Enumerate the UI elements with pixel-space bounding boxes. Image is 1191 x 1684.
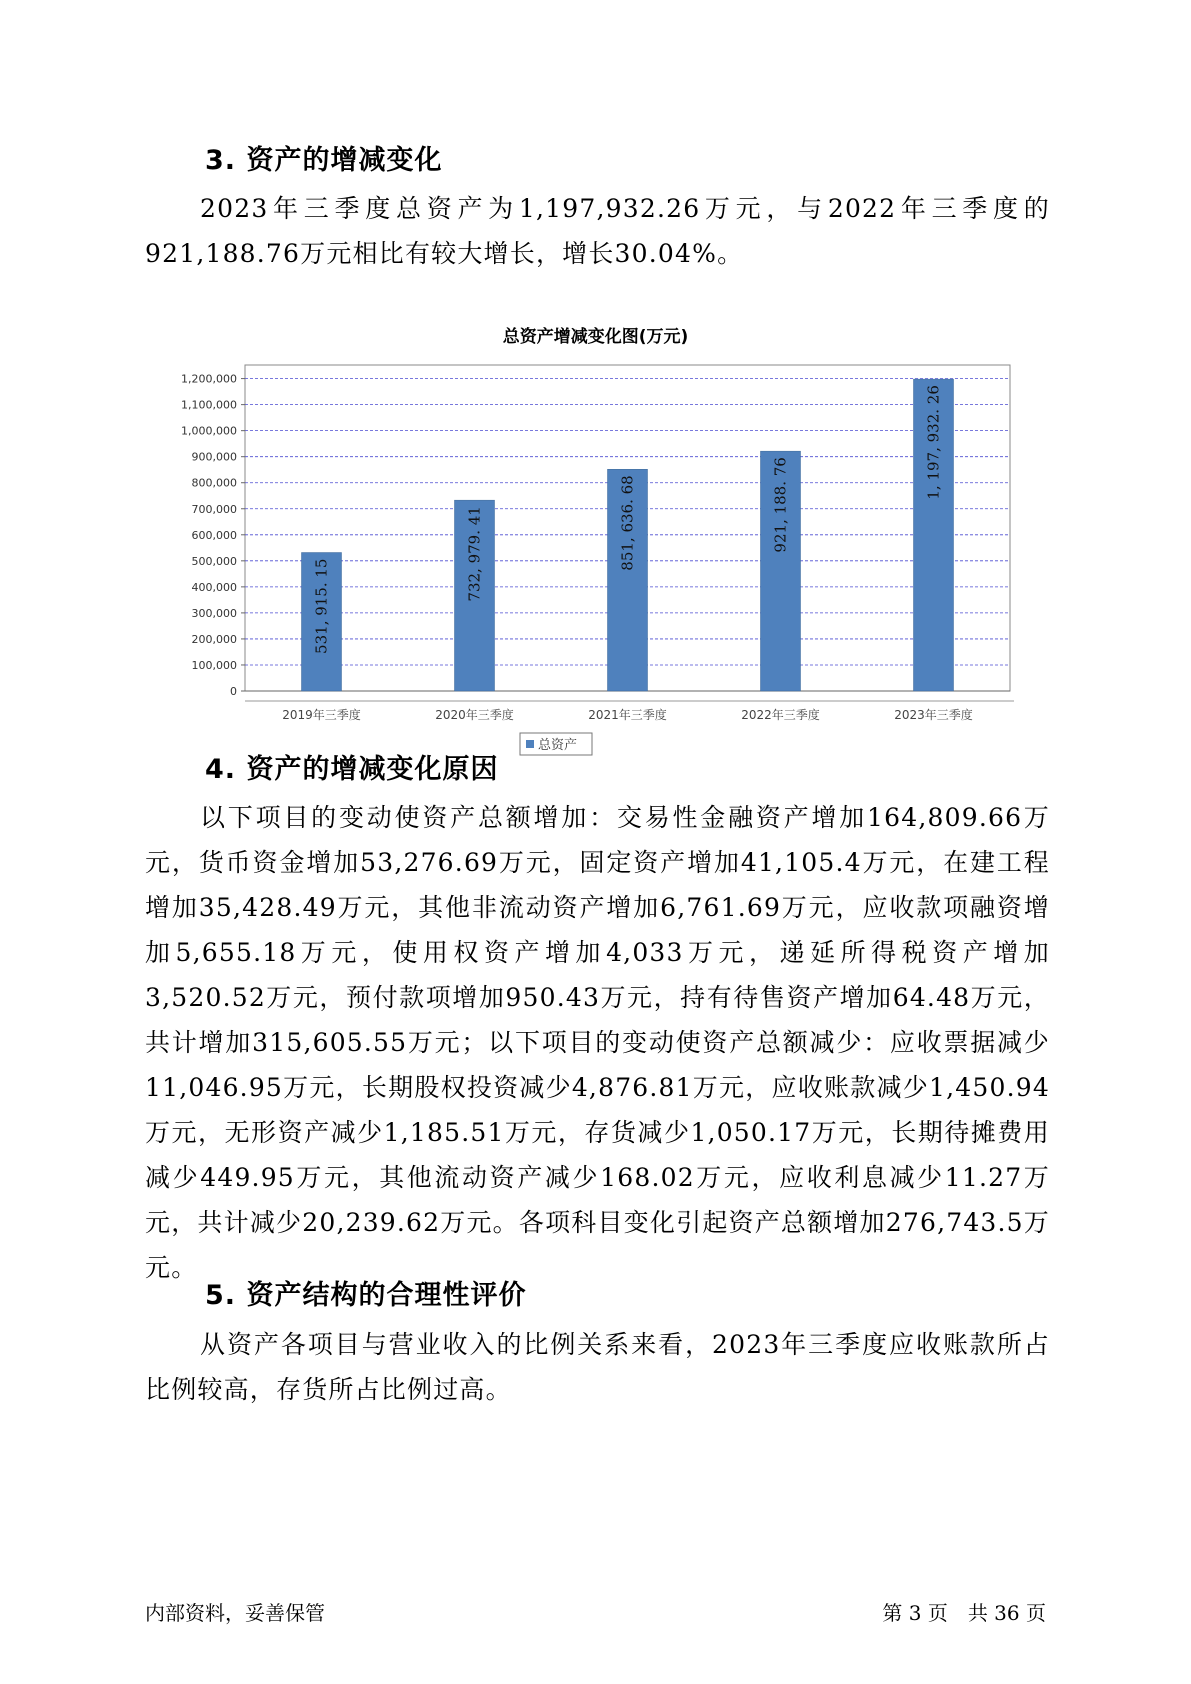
x-tick-label: 2023年三季度 xyxy=(894,708,973,722)
section-4-paragraph: 以下项目的变动使资产总额增加：交易性金融资产增加164,809.66万元，货币资金增加53,276.69万元，固定资产增加41,105.4万元，在建工程增加35,428.49万元，其他非流动资产增加6,761.69万元，应收款项融资增加5,655.18万元，使用权资产增加4,033万元，递延所得税资产增加3,520.52万元，预付款项增加950.43万元，持有待售资产增加64.48万元，共计增加315,605.55万元；以下项目的变动使资产总额减少：应收票据减少11,046.95万元，长期股权投资减少4,876.81万元，应收账款减少1,450.94万元，无形资产减少1,185.51万元，存货减少1,050.17万元，长期待摊费用减少449.95万元，其他流动资产减少168.02万元，应收利息减少11.27万元，共计减少20,239.62万元。各项科目变化引起资产总额增加276,743.5万元。 xyxy=(145,803,1050,1282)
legend-label: 总资产 xyxy=(538,738,578,753)
total-assets-bar-chart xyxy=(160,355,1020,753)
section-5-paragraph: 从资产各项目与营业收入的比例关系来看，2023年三季度应收账款所占比例较高，存货所占比例过高。 xyxy=(145,1330,1050,1404)
y-tick-label: 600,000 xyxy=(191,528,237,542)
y-tick-label: 300,000 xyxy=(191,606,237,620)
y-tick-label: 700,000 xyxy=(191,502,237,516)
y-tick-label: 1,000,000 xyxy=(181,424,237,438)
bar-data-label: 1, 197, 932. 26 xyxy=(924,385,943,500)
bar-data-label: 921, 188. 76 xyxy=(771,457,790,553)
y-tick-label: 400,000 xyxy=(191,580,237,594)
section-3-paragraph: 2023年三季度总资产为1,197,932.26万元，与2022年三季度的921,188.76万元相比有较大增长，增长30.04%。 xyxy=(145,194,1050,268)
bar-data-label: 732, 979. 41 xyxy=(465,506,484,602)
legend-swatch xyxy=(526,740,534,748)
y-tick-label: 1,100,000 xyxy=(181,398,237,412)
x-tick-label: 2020年三季度 xyxy=(435,708,514,722)
x-tick-label: 2021年三季度 xyxy=(588,708,667,722)
y-tick-label: 100,000 xyxy=(191,658,237,672)
section-3-heading: 3. 资产的增减变化 xyxy=(205,145,443,176)
x-tick-label: 2019年三季度 xyxy=(282,708,361,722)
footer-page-number: 第 3 页 共 36 页 xyxy=(882,1601,1046,1625)
y-tick-label: 1,200,000 xyxy=(181,372,237,386)
y-tick-label: 0 xyxy=(230,685,237,698)
bar-data-label: 851, 636. 68 xyxy=(618,475,637,571)
y-tick-label: 200,000 xyxy=(191,632,237,646)
y-tick-label: 900,000 xyxy=(191,450,237,464)
section-5-heading: 5. 资产结构的合理性评价 xyxy=(205,1280,527,1311)
y-tick-label: 800,000 xyxy=(191,476,237,490)
x-tick-label: 2022年三季度 xyxy=(741,708,820,722)
y-tick-label: 500,000 xyxy=(191,554,237,568)
footer-left-note: 内部资料，妥善保管 xyxy=(145,1601,325,1625)
section-4-heading: 4. 资产的增减变化原因 xyxy=(205,754,499,785)
chart-title: 总资产增减变化图(万元) xyxy=(502,327,689,347)
bar-data-label: 531, 915. 15 xyxy=(312,558,331,654)
